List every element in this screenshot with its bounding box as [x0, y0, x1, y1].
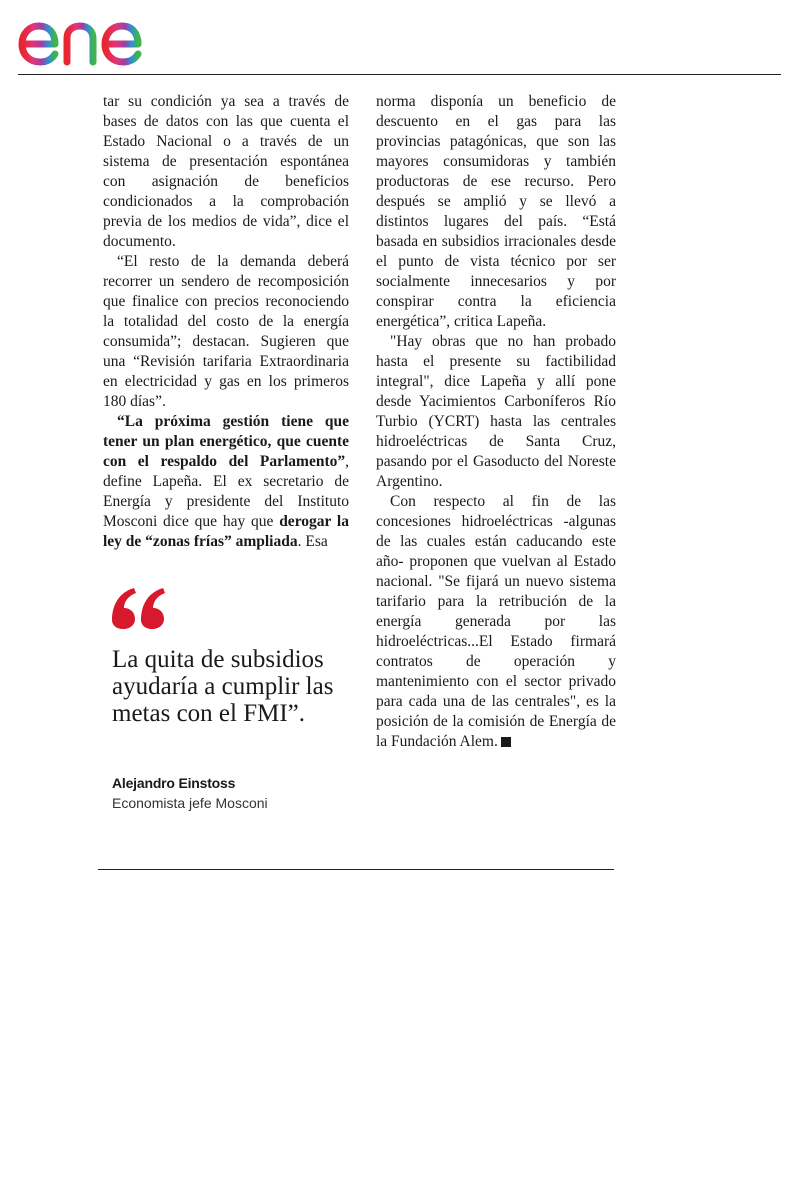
article-column-right	[376, 92, 616, 752]
pull-quote-text: La quita de subsidios ayudaría a cumplir las metas con el FMI”.	[112, 646, 334, 727]
end-of-article-mark	[501, 737, 511, 747]
article-text: . Esa	[297, 533, 328, 550]
bold-quote: “La próxima gestión tiene que tener un plan energético, que cuente con el respaldo del Parlamento”	[103, 413, 349, 470]
article-paragraph: “El resto de la demanda deberá recorrer un sendero de recomposición que finalice con precios reconociendo la totalidad del costo de la energía consumida”; destacan. Sugieren que una “Revisión tarifaria Extraordinaria en electricidad y gas en los primeros 180 días”.	[103, 253, 349, 410]
header-rule	[18, 74, 781, 75]
quote-mark-icon	[110, 586, 168, 630]
article-text: , define Lapeña. El ex secretario de Energía y presidente del Instituto Mosconi dice que hay que	[103, 453, 349, 530]
bottom-rule	[98, 869, 614, 870]
article-paragraph: tar su condición ya sea a través de bases de datos con las que cuenta el Estado Nacional o a través de un sistema de presentación espontánea con asignación de beneficios condicionados a la comprobación previa de los medios de vida”, dice el documento.	[103, 93, 349, 250]
article-text: Con respecto al fin de las concesiones hidroeléctricas -algunas de las cuales están caducando este año- proponen que vuelvan al Estado nacional. "Se fijará un nuevo sistema tarifario para la retribución de la energía generada por las hidroeléctricas...El Estado firmará contratos de operación y mantenimiento con el sector privado para cada una de las centrales", es la posición de la comisión de Energía de la Fundación Alem.	[376, 493, 616, 750]
article-paragraph	[103, 412, 349, 552]
quote-author-role: Economista jefe Mosconi	[112, 795, 268, 811]
article-paragraph	[376, 492, 616, 752]
article-paragraph: "Hay obras que no han probado hasta el presente su factibilidad integral", dice Lapeña y allí pone desde Yacimientos Carboníferos Río Turbio (YCRT) hasta las centrales hidroeléctricas de Santa Cruz, pasando por el Gasoducto del Noreste Argentino.	[376, 333, 616, 490]
article-column-left	[103, 92, 349, 552]
enel-logo	[17, 4, 182, 68]
quote-author: Alejandro Einstoss	[112, 775, 236, 791]
bold-phrase: derogar la ley de “zonas frías” ampliada	[103, 513, 349, 550]
article-paragraph: norma disponía un beneficio de descuento en el gas para las provincias patagónicas, que son las mayores consumidoras y también productoras de ese recurso. Pero después se amplió y se llevó a distintos lugares del país. “Está basada en subsidios irracionales desde el punto de vista técnico por ser socialmente innecesarios y por conspirar contra la eficiencia energética”, critica Lapeña.	[376, 93, 616, 330]
